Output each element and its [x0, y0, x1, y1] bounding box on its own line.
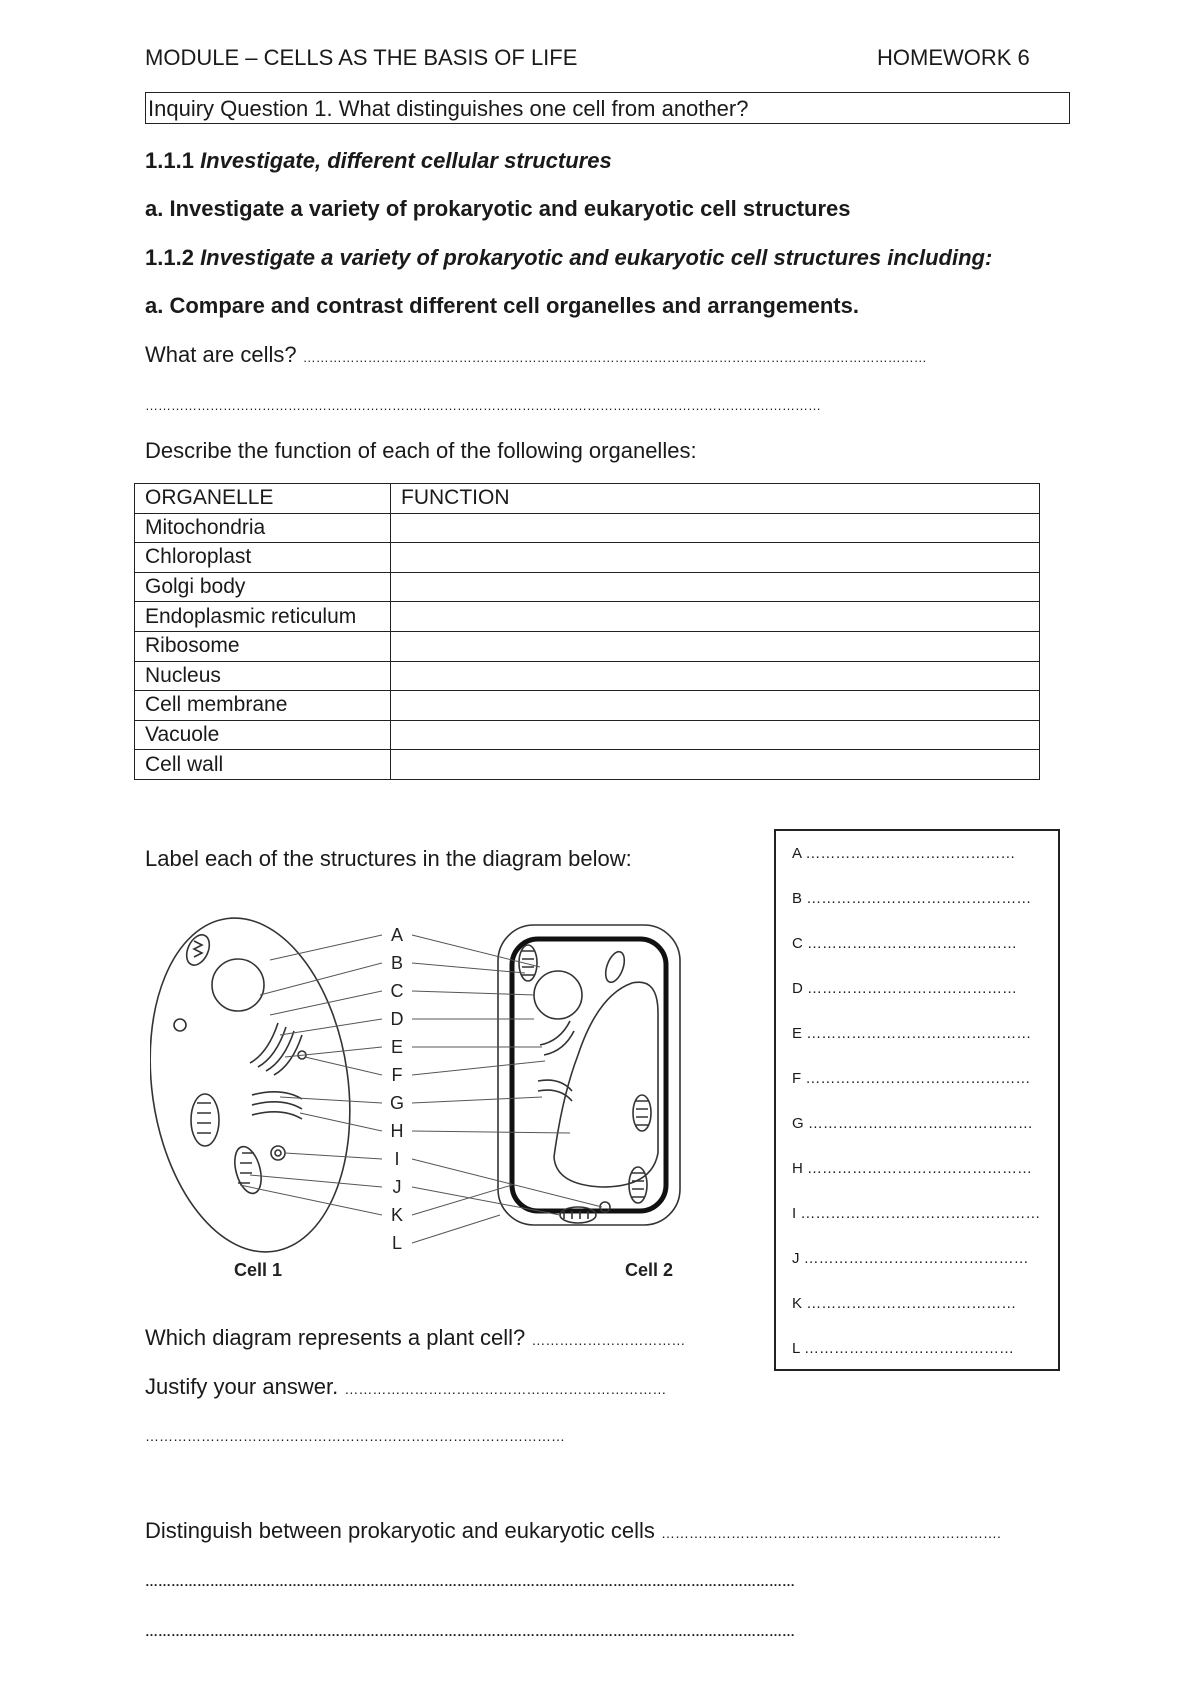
table-row	[135, 543, 1040, 573]
answer-row-d[interactable]	[792, 980, 1017, 997]
section-1-1-1	[145, 148, 612, 174]
diagram-label: B	[390, 953, 404, 973]
function-answer-cell[interactable]	[391, 631, 1040, 661]
inquiry-question: Inquiry Question 1. What distinguishes one cell from another?	[148, 96, 749, 121]
cell-1-outline	[150, 905, 370, 1265]
function-answer-cell[interactable]	[391, 661, 1040, 691]
table-row	[135, 631, 1040, 661]
cell-1-lysosome	[174, 1019, 186, 1031]
answer-row-f[interactable]	[792, 1070, 1030, 1087]
cell-2-cell-wall	[498, 925, 680, 1225]
organelle-name: Ribosome	[135, 631, 391, 661]
answer-letter: A	[792, 845, 802, 862]
answer-line[interactable]: ……………………………………………………………….	[661, 1525, 1001, 1541]
answer-line[interactable]: ……………………………………………………………	[344, 1381, 667, 1397]
answer-row-i[interactable]	[792, 1205, 1040, 1222]
cell-1-mitochondrion	[182, 931, 214, 968]
answer-line[interactable]: ……………………………………	[807, 980, 1018, 997]
section-1-1-1-number: 1.1.1	[145, 148, 194, 173]
table-row	[135, 750, 1040, 780]
function-answer-cell[interactable]	[391, 720, 1040, 750]
cell-1-centriole	[271, 1146, 285, 1160]
answer-letter: B	[792, 890, 803, 907]
diagram-label: K	[390, 1205, 404, 1225]
organelle-name: Nucleus	[135, 661, 391, 691]
diagram-label: G	[389, 1093, 405, 1113]
function-answer-cell[interactable]	[391, 543, 1040, 573]
what-are-cells-prompt: What are cells?	[145, 342, 297, 367]
cell-2-mitochondrion	[602, 949, 628, 985]
answer-letter: E	[792, 1025, 803, 1042]
diagram-label: C	[390, 981, 404, 1001]
answer-line[interactable]: ……………………………………………………………………………………………………………………………………	[145, 1574, 795, 1589]
organelle-name: Endoplasmic reticulum	[135, 602, 391, 632]
diagram-label: F	[391, 1065, 403, 1085]
answer-letter: G	[792, 1115, 804, 1132]
cell-2-chloroplast	[629, 1167, 647, 1203]
organelle-name: Mitochondria	[135, 513, 391, 543]
answer-row-c[interactable]	[792, 935, 1017, 952]
table-row	[135, 720, 1040, 750]
answer-row-b[interactable]	[792, 890, 1031, 907]
table-row	[135, 572, 1040, 602]
answer-line[interactable]: ………………………………………	[807, 1160, 1033, 1177]
answer-row-h[interactable]	[792, 1160, 1032, 1177]
diagram-label: E	[390, 1037, 404, 1057]
column-header-function: FUNCTION	[391, 484, 1040, 514]
answer-letter: F	[792, 1070, 802, 1087]
column-header-organelle: ORGANELLE	[135, 484, 391, 514]
organelle-name: Cell membrane	[135, 691, 391, 721]
cell-1-mitochondrion	[230, 1144, 266, 1197]
answer-letter: J	[792, 1250, 800, 1267]
plant-cell-prompt: Which diagram represents a plant cell?	[145, 1325, 526, 1350]
diagram-label: D	[390, 1009, 404, 1029]
function-answer-cell[interactable]	[391, 513, 1040, 543]
section-1-1-1-text: Investigate, different cellular structures	[200, 148, 612, 173]
answer-row-k[interactable]	[792, 1295, 1016, 1312]
cell-2-nucleus	[534, 971, 582, 1019]
answer-row-a[interactable]	[792, 845, 1015, 862]
answer-line[interactable]: ………………………………………………………………………………	[145, 1428, 565, 1444]
answer-letter: C	[792, 935, 803, 952]
answer-line[interactable]: ………………………………………	[806, 890, 1032, 907]
function-answer-cell[interactable]	[391, 572, 1040, 602]
answer-row-e[interactable]	[792, 1025, 1031, 1042]
function-answer-cell[interactable]	[391, 691, 1040, 721]
cell-2-caption: Cell 2	[625, 1260, 674, 1280]
organelle-name: Vacuole	[135, 720, 391, 750]
answer-line[interactable]: ……………………………………	[803, 1340, 1014, 1357]
cell-1-mitochondrion	[191, 1094, 219, 1146]
cell-2-vacuole	[554, 982, 658, 1187]
answer-line[interactable]: ……………………………………	[807, 935, 1018, 952]
answer-line[interactable]: ……………………………………………………………………………………………………………………………………	[145, 1624, 795, 1639]
module-title: MODULE – CELLS AS THE BASIS OF LIFE	[145, 45, 578, 70]
section-1-1-2	[145, 245, 992, 271]
diagram-label: I	[394, 1149, 400, 1169]
section-1-1-2-number: 1.1.2	[145, 245, 194, 270]
diagram-label: J	[392, 1177, 402, 1197]
answer-line[interactable]: ………………………………………………………………………………………………………………………………	[302, 350, 927, 365]
organelle-name: Golgi body	[135, 572, 391, 602]
table-row	[135, 513, 1040, 543]
answer-letter: H	[792, 1160, 803, 1177]
answer-letter: D	[792, 980, 803, 997]
cell-2-chloroplast	[519, 945, 537, 981]
diagram-label: H	[390, 1121, 404, 1141]
organelle-name: Cell wall	[135, 750, 391, 780]
answer-line[interactable]: …………………………………………………………………………………………………………………………………………	[145, 398, 821, 413]
justify-question	[145, 1374, 666, 1400]
cell-diagram	[150, 885, 740, 1285]
diagram-instruction: Label each of the structures in the diagram below:	[145, 846, 632, 871]
answer-row-l[interactable]	[792, 1340, 1014, 1357]
diagram-label: L	[391, 1233, 403, 1253]
answer-row-g[interactable]	[792, 1115, 1033, 1132]
answer-line[interactable]: ………………………………………	[807, 1115, 1033, 1132]
table-row	[135, 691, 1040, 721]
cell-1-golgi	[250, 1023, 302, 1075]
answer-row-j[interactable]	[792, 1250, 1029, 1267]
distinguish-prompt: Distinguish between prokaryotic and eukaryotic cells	[145, 1518, 655, 1543]
answer-line[interactable]: ………………………………………	[805, 1070, 1031, 1087]
plant-cell-question	[145, 1325, 685, 1351]
cell-1-caption: Cell 1	[234, 1260, 283, 1280]
what-are-cells-question	[145, 342, 927, 368]
answer-line[interactable]: ……………………………	[531, 1332, 686, 1348]
organelle-function-table	[134, 483, 1040, 780]
section-1-1-1-a: a. Investigate a variety of prokaryotic and eukaryotic cell structures	[145, 196, 851, 221]
organelle-instruction: Describe the function of each of the following organelles:	[145, 438, 697, 463]
diagram-leader-lines	[240, 935, 602, 1243]
table-header-row	[135, 484, 1040, 514]
answer-line[interactable]: ………………………………………	[803, 1250, 1029, 1267]
answer-letter: K	[792, 1295, 803, 1312]
organelle-name: Chloroplast	[135, 543, 391, 573]
homework-number: HOMEWORK 6	[877, 45, 1030, 70]
diagram-label: A	[390, 925, 404, 945]
table-row	[135, 602, 1040, 632]
cell-1-er	[252, 1092, 302, 1119]
cell-1-nucleus	[212, 959, 264, 1011]
distinguish-question	[145, 1518, 1001, 1544]
label-answer-box	[774, 829, 1060, 1371]
section-1-1-2-text: Investigate a variety of prokaryotic and eukaryotic cell structures including:	[200, 245, 993, 270]
table-row	[135, 661, 1040, 691]
answer-line[interactable]: ………………………………………	[806, 1025, 1032, 1042]
answer-letter: L	[792, 1340, 800, 1357]
justify-prompt: Justify your answer.	[145, 1374, 339, 1399]
section-1-1-2-a: a. Compare and contrast different cell organelles and arrangements.	[145, 293, 859, 318]
answer-line[interactable]: …………………………………………	[800, 1205, 1041, 1222]
answer-line[interactable]: ……………………………………	[805, 845, 1016, 862]
function-answer-cell[interactable]	[391, 602, 1040, 632]
answer-line[interactable]: ……………………………………	[806, 1295, 1017, 1312]
cell-2-chloroplast	[633, 1095, 651, 1131]
function-answer-cell[interactable]	[391, 750, 1040, 780]
answer-letter: I	[792, 1205, 797, 1222]
